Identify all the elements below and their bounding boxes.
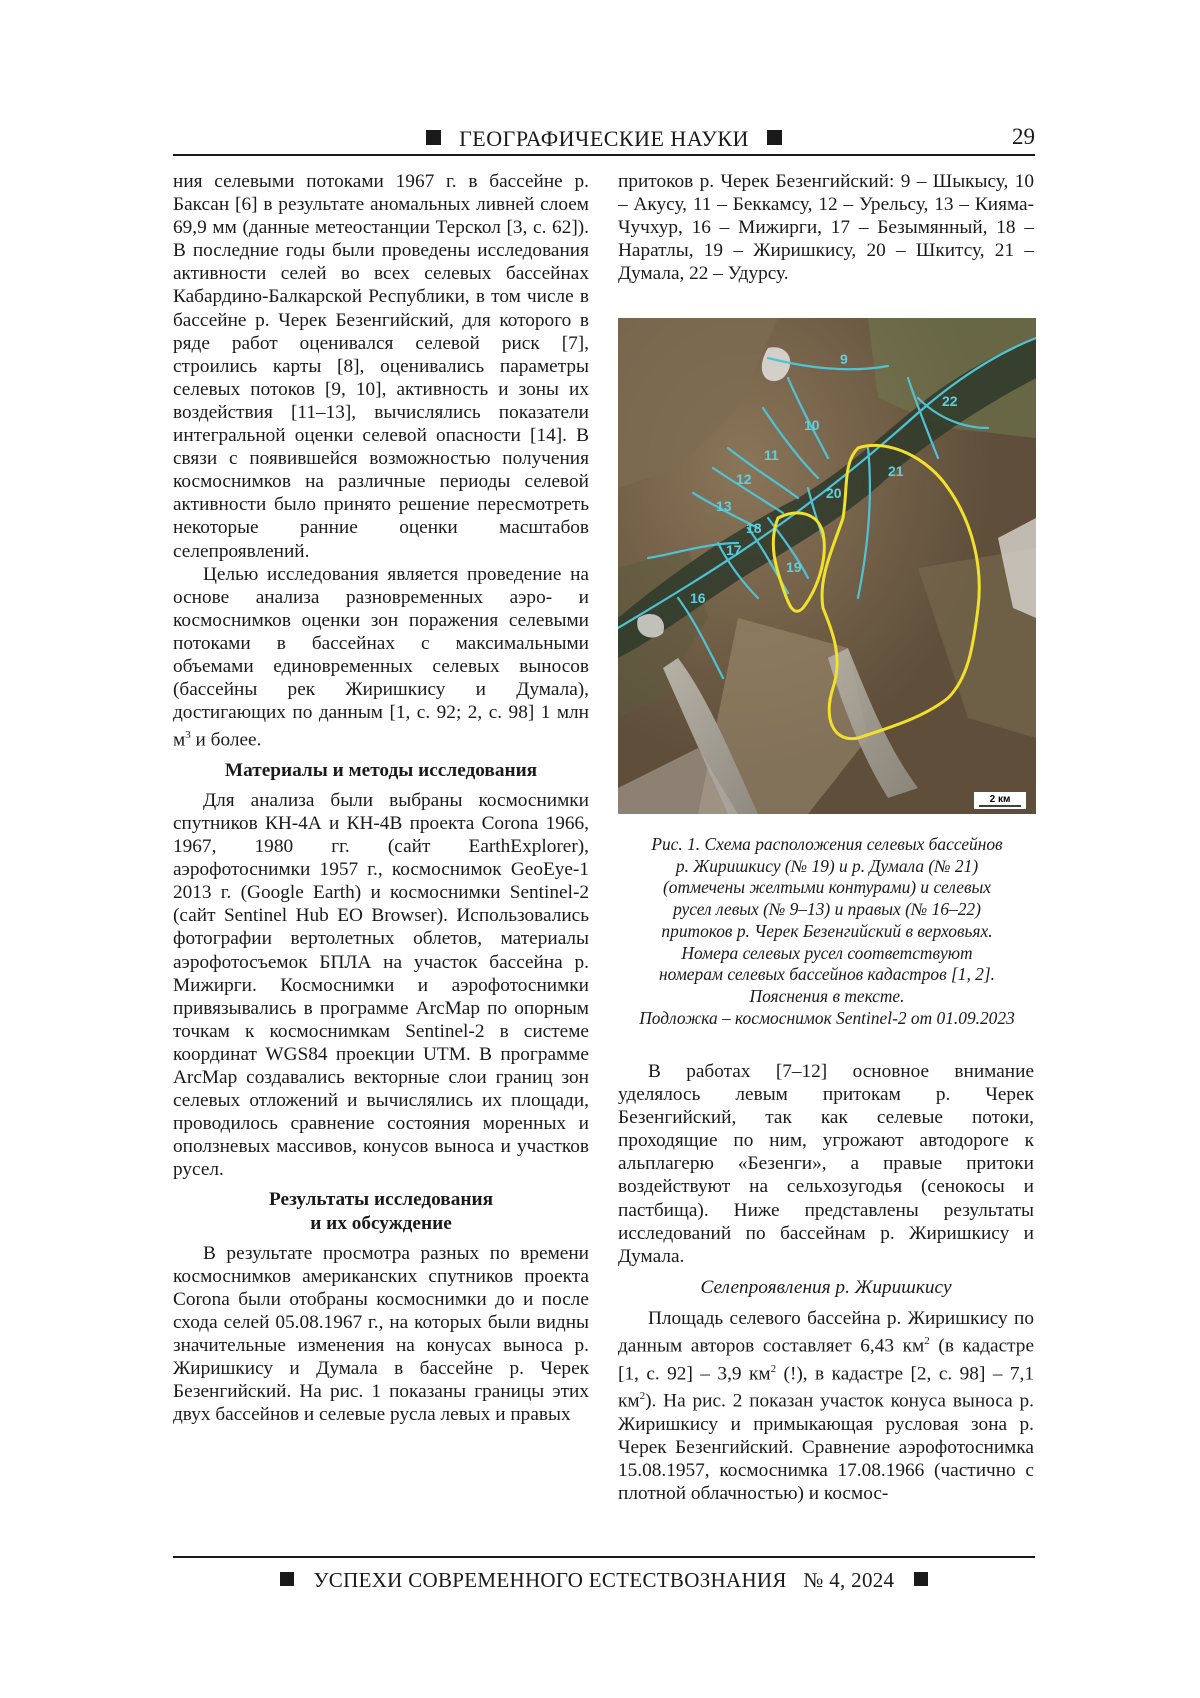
caption-line: Пояснения в тексте. [749,985,905,1006]
heading-methods: Материалы и методы исследования [224,759,538,781]
issue-number: № 4, 2024 [803,1568,895,1592]
header-square-left [426,130,441,145]
river-label-20: 20 [826,485,842,501]
river-label-17: 17 [726,542,742,558]
header-rule [173,154,1035,156]
scale-bar [974,792,1026,809]
aim-text-end: и более. [190,729,262,751]
right-column-top [618,170,1034,285]
paragraph-results: В результате просмотра разных по времени космоснимков американских спутников проекта Corona были отобраны космоснимки до и после схода селей 05.08.1967 г., на которых были видны значительные изменения на конусах выноса р. Жиришкису и Думала в бассейне р. Черек Безенгийский. На рис. 1 показаны границы этих двух бассейнов и селевые русла левых и правых [173,1242,589,1426]
river-label-21: 21 [888,463,904,479]
paragraph-tributaries: притоков р. Черек Безенгийский: 9 – Шыкысу, 10 – Акусу, 11 – Беккамсу, 12 – Урельсу, 13 – Кияма-Чучхур, 16 – Мижирги, 17 – Безымянный, 18 – Наратлы, 19 – Жиришкису, 20 – Шкитсу, 21 – Думала, 22 – Удурсу. [618,171,1034,285]
river-label-9: 9 [840,351,848,367]
area-text: ). На рис. 2 показан участок конуса выноса р. Жиришкису и примыкающая русловая зона р. Черек Безенгийский. Сравнение аэрофотоснимка 15.08.1957, космоснимка 17.08.1966 (частично с плотной облачностью) и космос- [618,1390,1034,1504]
journal-title: УСПЕХИ СОВРЕМЕННОГО ЕСТЕСТВОЗНАНИЯ [313,1568,787,1592]
area-superscript: 2 [639,1390,646,1403]
heading-results-line1: Результаты исследования [268,1189,494,1211]
heading-results-line2: и их обсуждение [310,1212,452,1234]
river-label-16: 16 [690,590,706,606]
caption-line: Номера селевых русел соответствуют [681,942,973,963]
header-square-right [767,130,782,145]
running-footer [173,1568,1035,1593]
river-label-19: 19 [786,559,802,575]
river-label-13: 13 [716,498,732,514]
right-column-bottom [618,1060,1034,1505]
left-column [173,170,589,1426]
footer-square-left [280,1572,294,1586]
river-label-12: 12 [736,471,752,487]
caption-line: Рис. 1. Схема расположения селевых бассейнов [651,834,1003,854]
river-label-11: 11 [764,447,779,463]
caption-line: русел левых (№ 9–13) и правых (№ 16–22) [673,899,981,920]
caption-line: р. Жиришкису (№ 19) и р. Думала (№ 21) [675,855,979,876]
caption-line: Подложка – космоснимок Sentinel-2 от 01.09.2023 [639,1007,1015,1028]
paragraph-zhirishkisu [618,1307,1034,1505]
river-label-22: 22 [942,393,958,409]
area-superscript: 2 [770,1362,777,1375]
paragraph-previous-works: В работах [7–12] основное внимание уделялось левым притокам р. Черек Безенгийский, так как селевые потоки, проходящие по ним, угрожают автодороге к альплагерю «Безенги», а правые притоки воздействуют на сельхозугодья (сенокосы и пастбища). Ниже представлены результаты исследований по бассейнам р. Жиришкису и Думала. [618,1061,1034,1267]
area-text: (в кадастре [1, с. 92] – 3,9 км [618,1335,1034,1384]
caption-line: притоков р. Черек Безенгийский в верховьях. [661,920,993,941]
footer-square-right [914,1572,928,1586]
paragraph-methods: Для анализа были выбраны космоснимки спутников КН-4А и КН-4В проекта Corona 1966, 1967, 1980 гг. (сайт EarthExplorer), аэрофотоснимки 1957 г., космоснимок GeoEye-1 2013 г. (Google Earth) и космоснимки Sentinel-2 (сайт Sentinel Hub EO Browser). Использовались фотографии вертолетных облетов, материалы аэрофотосъемок БПЛА на участок бассейна р. Мижирги. Космоснимки и аэрофотоснимки привязывались в программе ArcMap по опорным точкам к космоснимкам Sentinel-2 в системе координат WGS84 проекции UTM. В программе ArcMap создавались векторные слои границ зон селевых отложений и вычислялись их площади, проводилось сравнение состояния моренных и оползневых массивов, конусов выноса и участков русел. [173,789,589,1181]
journal-section [173,126,1035,152]
paragraph-aim [173,563,589,752]
figure-caption [618,834,1036,1029]
river-label-18: 18 [746,520,762,536]
aim-text: Целью исследования является проведение на основе анализа разновременных аэро- и космоснимков оценки зон поражения селевыми потоками в бассейнах с максимальными объемами единовременных селевых выносов (бассейны рек Жиришкису и Думала), достигающих по данным [1, с. 92; 2, с. 98] 1 млн м [173,563,589,751]
aim-superscript: 3 [185,729,191,742]
area-text: (!), в кадастре [2, с. 98] – 7,1 км [618,1362,1035,1412]
satellite-map-figure [618,318,1036,814]
scale-bar-label: 2 км [989,794,1011,805]
caption-line: номерам селевых бассейнов кадастров [1, 2]. [659,964,995,985]
caption-line: (отмечены желтыми контурами) и селевых [662,877,992,898]
area-superscript: 2 [924,1335,930,1348]
footer-rule [173,1556,1035,1558]
area-text: Площадь селевого бассейна р. Жиришкису по данным авторов составляет 6,43 км [618,1307,1034,1357]
page-number: 29 [1012,124,1035,149]
map-svg [618,318,1036,814]
heading-zhirishkisu: Селепроявления р. Жиришкису [700,1276,952,1298]
section-title: ГЕОГРАФИЧЕСКИЕ НАУКИ [459,126,749,151]
river-label-10: 10 [804,417,820,433]
paragraph-continuation: ния селевыми потоками 1967 г. в бассейне р. Баксан [6] в результате аномальных ливней слоем 69,9 мм (данные метеостанции Терскол [3, с. 62]). В последние годы были проведены исследования активности селей во всех селевых бассейнах Кабардино-Балкарской Республики, в том числе в бассейне р. Черек Безенгийский, для которого в ряде работ оценивался селевой риск [7], строились карты [8], оценивались параметры селевых потоков [9, 10], активность и зоны их воздействия [11–13], вычислялись показатели интегральной оценки селевой опасности [14]. В связи с появившейся возможностью получения космоснимков на различные периоды селевой активности было принято решение пересмотреть некоторые ранние оценки масштабов селепроявлений. [173,171,589,562]
running-header [173,120,1035,154]
